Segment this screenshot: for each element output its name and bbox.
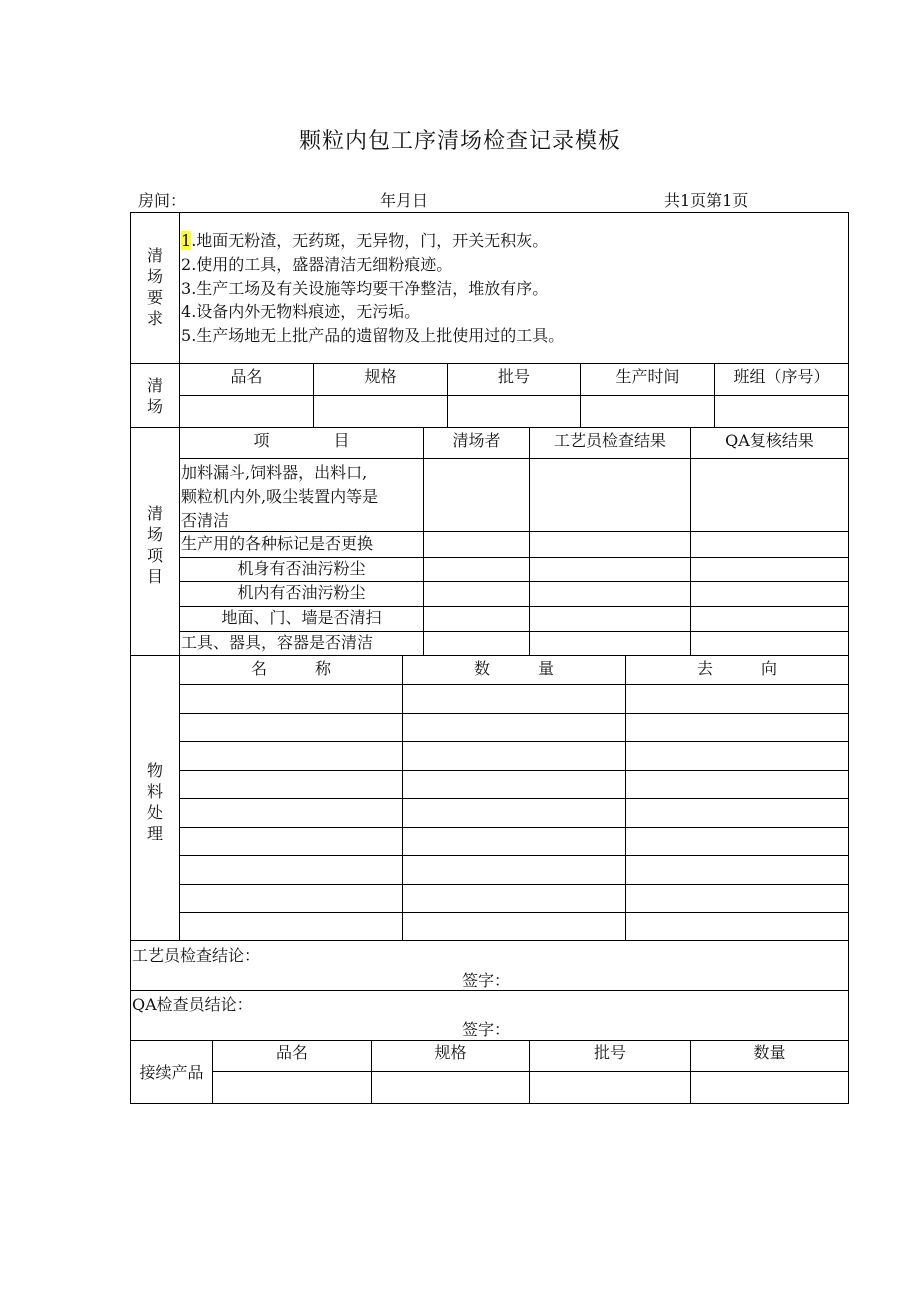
header-item: 项 目: [253, 431, 350, 450]
cont-header-product-name: 品名: [275, 1043, 308, 1062]
requirement-item: 3.生产工场及有关设施等均要干净整洁，堆放有序。: [181, 279, 549, 298]
page-count: 共1页第1页: [664, 191, 749, 210]
tech-sign-label: 签字：: [462, 971, 511, 990]
header-batch: 批号: [497, 367, 530, 386]
requirement-item: 2.使用的工具，盛器清洁无细粉痕迹。: [181, 255, 453, 274]
header-spec: 规格: [364, 367, 397, 386]
items-label: 清 场 项 目: [146, 504, 163, 586]
qa-conclusion-label: QA检查员结论：: [132, 995, 253, 1014]
header-team: 班组（序号）: [733, 367, 830, 386]
requirements-label: 清 场 要 求: [146, 246, 163, 328]
date-label: 年月日: [380, 191, 429, 210]
clearance-product-name-field[interactable]: [180, 396, 313, 427]
clearance-team-field[interactable]: [715, 396, 848, 427]
item-row-4: 机内有否油污粉尘: [237, 583, 366, 602]
item-row-3: 机身有否油污粉尘: [237, 559, 366, 578]
header-quantity: 数 量: [473, 659, 554, 678]
requirement-item: 1.地面无粉渣，无药斑，无异物，门，开关无积灰。: [181, 231, 549, 250]
materials-label: 物 料 处 理: [146, 761, 163, 843]
cont-header-spec: 规格: [434, 1043, 467, 1062]
continuation-label: 接续产品: [139, 1063, 204, 1082]
header-cleaner: 清场者: [452, 431, 501, 450]
header-qa-review: QA复核结果: [725, 431, 814, 450]
clearance-label: 清 场: [146, 376, 163, 416]
requirement-item: 4.设备内外无物料痕迹，无污垢。: [181, 302, 421, 321]
clearance-time-field[interactable]: [581, 396, 714, 427]
qa-sign-label: 签字：: [462, 1020, 511, 1039]
room-label: 房间：: [138, 191, 187, 210]
header-material-name: 名 称: [250, 659, 331, 678]
header-production-time: 生产时间: [615, 367, 680, 386]
item-row-6: 工具、器具，容器是否清洁: [181, 633, 374, 652]
tech-conclusion-label: 工艺员检查结论：: [132, 946, 261, 965]
cont-header-quantity: 数量: [753, 1043, 786, 1062]
item-row-2: 生产用的各种标记是否更换: [181, 534, 374, 553]
requirement-item: 5.生产场地无上批产品的遗留物及上批使用过的工具。: [181, 326, 565, 345]
item-row-5: 地面、门、墙是否清扫: [221, 608, 382, 627]
header-product-name: 品名: [230, 367, 263, 386]
clearance-spec-field[interactable]: [314, 396, 447, 427]
page-title: 颗粒内包工序清场检查记录模板: [298, 129, 621, 154]
header-destination: 去 向: [696, 659, 777, 678]
cont-header-batch: 批号: [593, 1043, 626, 1062]
clearance-batch-field[interactable]: [448, 396, 580, 427]
item-row-1: 加料漏斗,饲料器，出料口, 颗粒机内外,吸尘装置内等是 否清洁: [181, 463, 379, 530]
header-tech-check: 工艺员检查结果: [553, 431, 666, 450]
